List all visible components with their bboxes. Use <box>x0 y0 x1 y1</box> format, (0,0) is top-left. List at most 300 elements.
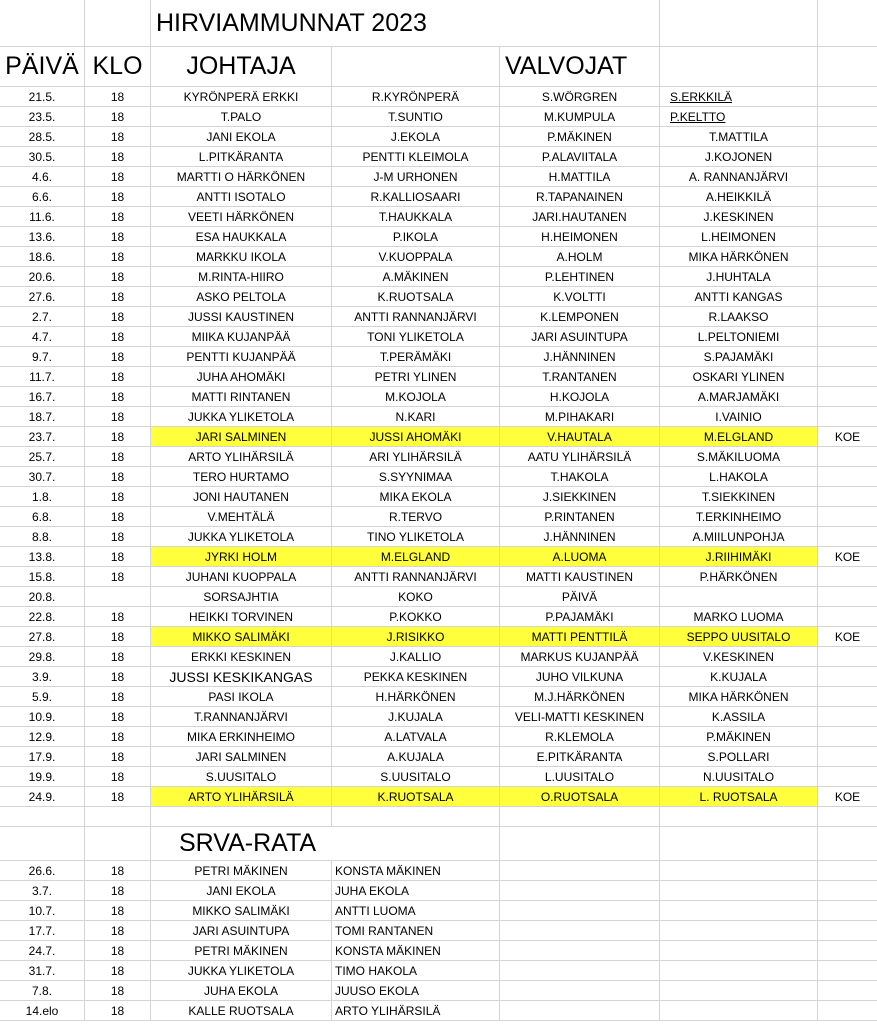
cell-valvoja-2[interactable]: MATTI KAUSTINEN <box>500 567 660 587</box>
cell-koe[interactable] <box>818 347 877 367</box>
cell-koe[interactable] <box>818 147 877 167</box>
cell-paiva[interactable]: 3.9. <box>0 667 85 687</box>
cell[interactable] <box>500 961 660 981</box>
cell-valvoja-2[interactable]: R.KLEMOLA <box>500 727 660 747</box>
cell-klo[interactable]: 18 <box>85 107 151 127</box>
cell-klo[interactable]: 18 <box>85 981 151 1001</box>
cell[interactable] <box>660 921 818 941</box>
cell-johtaja[interactable]: JYRKI HOLM <box>151 547 332 567</box>
cell-johtaja[interactable]: PETRI MÄKINEN <box>151 941 332 961</box>
cell-koe[interactable] <box>818 767 877 787</box>
cell-valvoja-1[interactable]: PENTTI KLEIMOLA <box>332 147 500 167</box>
cell-valvoja-2[interactable]: P.PAJAMÄKI <box>500 607 660 627</box>
cell-koe[interactable] <box>818 567 877 587</box>
cell-paiva[interactable]: 13.6. <box>0 227 85 247</box>
cell-paiva[interactable]: 27.8. <box>0 627 85 647</box>
cell[interactable] <box>818 1001 877 1021</box>
cell-valvoja-1[interactable]: ARI YLIHÄRSILÄ <box>332 447 500 467</box>
cell-klo[interactable]: 18 <box>85 941 151 961</box>
cell-johtaja[interactable]: JUHA AHOMÄKI <box>151 367 332 387</box>
cell[interactable] <box>85 827 151 861</box>
cell-valvoja-1[interactable]: JUUSO EKOLA <box>332 981 500 1001</box>
cell-valvoja-1[interactable]: JUSSI AHOMÄKI <box>332 427 500 447</box>
cell-koe[interactable] <box>818 207 877 227</box>
cell-valvoja-2[interactable]: S.WÖRGREN <box>500 87 660 107</box>
cell-klo[interactable]: 18 <box>85 207 151 227</box>
cell-valvoja-2[interactable]: R.TAPANAINEN <box>500 187 660 207</box>
cell-koe[interactable] <box>818 267 877 287</box>
cell-valvoja-3[interactable]: P.KELTTO <box>660 107 818 127</box>
cell-koe[interactable] <box>818 667 877 687</box>
cell-valvoja-1[interactable]: A.KUJALA <box>332 747 500 767</box>
cell-koe[interactable] <box>818 707 877 727</box>
cell-koe[interactable] <box>818 407 877 427</box>
cell-paiva[interactable]: 23.5. <box>0 107 85 127</box>
cell-valvoja-3[interactable]: MARKO LUOMA <box>660 607 818 627</box>
cell-valvoja-3[interactable]: MIKA HÄRKÖNEN <box>660 687 818 707</box>
cell-valvoja-2[interactable]: P.LEHTINEN <box>500 267 660 287</box>
cell-paiva[interactable]: 24.9. <box>0 787 85 807</box>
cell-johtaja[interactable]: JUSSI KAUSTINEN <box>151 307 332 327</box>
cell-valvoja-3[interactable]: T.ERKINHEIMO <box>660 507 818 527</box>
cell-valvoja-2[interactable]: J.HÄNNINEN <box>500 347 660 367</box>
cell-paiva[interactable]: 9.7. <box>0 347 85 367</box>
cell-paiva[interactable]: 15.8. <box>0 567 85 587</box>
cell-paiva[interactable]: 30.7. <box>0 467 85 487</box>
cell-klo[interactable]: 18 <box>85 787 151 807</box>
cell-valvoja-2[interactable]: J.HÄNNINEN <box>500 527 660 547</box>
cell-valvoja-2[interactable]: JARI.HAUTANEN <box>500 207 660 227</box>
cell-valvoja-1[interactable]: KONSTA MÄKINEN <box>332 941 500 961</box>
cell-valvoja-3[interactable]: SEPPO UUSITALO <box>660 627 818 647</box>
cell-johtaja[interactable]: MIKKO SALIMÄKI <box>151 901 332 921</box>
cell-valvoja-2[interactable]: P.RINTANEN <box>500 507 660 527</box>
cell-johtaja[interactable]: ERKKI KESKINEN <box>151 647 332 667</box>
cell[interactable] <box>500 807 660 827</box>
cell-koe[interactable] <box>818 487 877 507</box>
cell-johtaja[interactable]: PETRI MÄKINEN <box>151 861 332 881</box>
cell-valvoja-2[interactable]: E.PITKÄRANTA <box>500 747 660 767</box>
cell-valvoja-3[interactable]: M.ELGLAND <box>660 427 818 447</box>
cell[interactable] <box>660 941 818 961</box>
cell-paiva[interactable]: 18.7. <box>0 407 85 427</box>
cell-valvoja-3[interactable]: J.RIIHIMÄKI <box>660 547 818 567</box>
cell[interactable] <box>500 0 660 47</box>
cell-valvoja-2[interactable]: A.LUOMA <box>500 547 660 567</box>
cell-paiva[interactable]: 22.8. <box>0 607 85 627</box>
cell-valvoja-1[interactable]: PETRI YLINEN <box>332 367 500 387</box>
cell-koe[interactable] <box>818 247 877 267</box>
cell-valvoja-3[interactable]: L.PELTONIEMI <box>660 327 818 347</box>
cell-valvoja-1[interactable]: V.KUOPPALA <box>332 247 500 267</box>
cell-klo[interactable]: 18 <box>85 607 151 627</box>
cell-klo[interactable]: 18 <box>85 367 151 387</box>
cell[interactable] <box>332 827 500 861</box>
cell-valvoja-1[interactable]: T.PERÄMÄKI <box>332 347 500 367</box>
cell[interactable] <box>818 981 877 1001</box>
cell-paiva[interactable]: 18.6. <box>0 247 85 267</box>
cell[interactable] <box>660 981 818 1001</box>
cell-johtaja[interactable]: L.PITKÄRANTA <box>151 147 332 167</box>
cell-valvoja-1[interactable]: P.IKOLA <box>332 227 500 247</box>
cell-klo[interactable]: 18 <box>85 727 151 747</box>
cell-koe[interactable] <box>818 607 877 627</box>
cell-paiva[interactable]: 3.7. <box>0 881 85 901</box>
cell-johtaja[interactable]: PASI IKOLA <box>151 687 332 707</box>
cell-paiva[interactable]: 10.9. <box>0 707 85 727</box>
cell[interactable] <box>818 881 877 901</box>
cell-klo[interactable]: 18 <box>85 647 151 667</box>
cell-johtaja[interactable]: ASKO PELTOLA <box>151 287 332 307</box>
cell-johtaja[interactable]: JONI HAUTANEN <box>151 487 332 507</box>
cell-valvoja-3[interactable]: OSKARI YLINEN <box>660 367 818 387</box>
cell-valvoja-3[interactable]: J.HUHTALA <box>660 267 818 287</box>
cell[interactable] <box>660 827 818 861</box>
cell-klo[interactable]: 18 <box>85 407 151 427</box>
cell-valvoja-3[interactable]: L.HEIMONEN <box>660 227 818 247</box>
cell[interactable] <box>818 47 877 87</box>
cell-paiva[interactable]: 28.5. <box>0 127 85 147</box>
cell-johtaja[interactable]: M.RINTA-HIIRO <box>151 267 332 287</box>
cell-valvoja-1[interactable]: KOKO <box>332 587 500 607</box>
cell[interactable] <box>332 807 500 827</box>
cell-valvoja-2[interactable]: JUHO VILKUNA <box>500 667 660 687</box>
cell-johtaja[interactable]: PENTTI KUJANPÄÄ <box>151 347 332 367</box>
cell-paiva[interactable]: 14.elo <box>0 1001 85 1021</box>
cell-johtaja[interactable]: JUHANI KUOPPALA <box>151 567 332 587</box>
cell-valvoja-1[interactable]: ARTO YLIHÄRSILÄ <box>332 1001 500 1021</box>
cell-paiva[interactable]: 19.9. <box>0 767 85 787</box>
cell[interactable] <box>500 881 660 901</box>
cell-valvoja-1[interactable]: KONSTA MÄKINEN <box>332 861 500 881</box>
cell[interactable] <box>0 807 85 827</box>
cell[interactable] <box>660 1001 818 1021</box>
cell-klo[interactable]: 18 <box>85 901 151 921</box>
cell-valvoja-1[interactable]: R.KALLIOSAARI <box>332 187 500 207</box>
cell-johtaja[interactable]: JARI SALMINEN <box>151 747 332 767</box>
cell[interactable] <box>818 807 877 827</box>
cell-johtaja[interactable]: MARTTI O HÄRKÖNEN <box>151 167 332 187</box>
cell-paiva[interactable]: 27.6. <box>0 287 85 307</box>
cell-valvoja-1[interactable]: T.SUNTIO <box>332 107 500 127</box>
cell-koe[interactable] <box>818 307 877 327</box>
cell-johtaja[interactable]: MIKKO SALIMÄKI <box>151 627 332 647</box>
cell-johtaja[interactable]: TERO HURTAMO <box>151 467 332 487</box>
srva-title[interactable]: SRVA-RATA <box>151 827 332 861</box>
cell[interactable] <box>500 1001 660 1021</box>
cell-paiva[interactable]: 2.7. <box>0 307 85 327</box>
cell-valvoja-2[interactable]: MARKUS KUJANPÄÄ <box>500 647 660 667</box>
cell-paiva[interactable]: 4.7. <box>0 327 85 347</box>
cell-paiva[interactable]: 10.7. <box>0 901 85 921</box>
cell-paiva[interactable]: 25.7. <box>0 447 85 467</box>
cell[interactable] <box>660 861 818 881</box>
cell-koe[interactable] <box>818 187 877 207</box>
cell-valvoja-2[interactable]: M.J.HÄRKÖNEN <box>500 687 660 707</box>
cell[interactable] <box>818 901 877 921</box>
cell-valvoja-1[interactable]: K.RUOTSALA <box>332 287 500 307</box>
cell-johtaja[interactable]: JUKKA YLIKETOLA <box>151 407 332 427</box>
cell-valvoja-3[interactable]: N.UUSITALO <box>660 767 818 787</box>
cell-paiva[interactable]: 7.8. <box>0 981 85 1001</box>
cell-johtaja[interactable]: S.UUSITALO <box>151 767 332 787</box>
header-klo[interactable]: KLO <box>85 47 151 87</box>
header-paiva[interactable]: PÄIVÄ <box>0 47 85 87</box>
cell-klo[interactable]: 18 <box>85 127 151 147</box>
cell-klo[interactable]: 18 <box>85 921 151 941</box>
cell-valvoja-1[interactable]: MIKA EKOLA <box>332 487 500 507</box>
cell[interactable] <box>500 941 660 961</box>
cell-johtaja[interactable]: VEETI HÄRKÖNEN <box>151 207 332 227</box>
cell-koe[interactable] <box>818 727 877 747</box>
cell-valvoja-3[interactable]: A.MARJAMÄKI <box>660 387 818 407</box>
cell-johtaja[interactable]: ANTTI ISOTALO <box>151 187 332 207</box>
header-johtaja[interactable]: JOHTAJA <box>151 47 332 87</box>
cell-klo[interactable]: 18 <box>85 507 151 527</box>
cell-paiva[interactable]: 6.8. <box>0 507 85 527</box>
cell-klo[interactable]: 18 <box>85 961 151 981</box>
cell-valvoja-3[interactable]: K.ASSILA <box>660 707 818 727</box>
cell-johtaja[interactable]: JUKKA YLIKETOLA <box>151 527 332 547</box>
cell-klo[interactable]: 18 <box>85 387 151 407</box>
cell-koe[interactable] <box>818 647 877 667</box>
cell-klo[interactable]: 18 <box>85 747 151 767</box>
cell-paiva[interactable]: 17.9. <box>0 747 85 767</box>
cell-johtaja[interactable]: ARTO YLIHÄRSILÄ <box>151 787 332 807</box>
cell-koe[interactable] <box>818 527 877 547</box>
cell-valvoja-3[interactable]: MIKA HÄRKÖNEN <box>660 247 818 267</box>
cell-valvoja-3[interactable]: P.HÄRKÖNEN <box>660 567 818 587</box>
cell-paiva[interactable]: 23.7. <box>0 427 85 447</box>
cell-koe[interactable] <box>818 507 877 527</box>
cell-johtaja[interactable]: JUSSI KESKIKANGAS <box>151 667 332 687</box>
cell-valvoja-1[interactable]: R.KYRÖNPERÄ <box>332 87 500 107</box>
cell-johtaja[interactable]: ESA HAUKKALA <box>151 227 332 247</box>
cell-paiva[interactable]: 30.5. <box>0 147 85 167</box>
cell-klo[interactable]: 18 <box>85 881 151 901</box>
cell-valvoja-1[interactable]: TINO YLIKETOLA <box>332 527 500 547</box>
cell-klo[interactable]: 18 <box>85 147 151 167</box>
cell-koe[interactable] <box>818 287 877 307</box>
cell-valvoja-3[interactable]: J.KOJONEN <box>660 147 818 167</box>
cell-valvoja-3[interactable]: L.HAKOLA <box>660 467 818 487</box>
sheet-title[interactable]: HIRVIAMMUNNAT 2023 <box>151 0 500 47</box>
cell-klo[interactable]: 18 <box>85 567 151 587</box>
cell-paiva[interactable]: 29.8. <box>0 647 85 667</box>
cell-valvoja-3[interactable]: S.MÄKILUOMA <box>660 447 818 467</box>
cell-klo[interactable]: 18 <box>85 861 151 881</box>
cell[interactable] <box>660 881 818 901</box>
cell-klo[interactable]: 18 <box>85 347 151 367</box>
cell-koe[interactable]: KOE <box>818 627 877 647</box>
cell-johtaja[interactable]: JUHA EKOLA <box>151 981 332 1001</box>
cell-koe[interactable] <box>818 367 877 387</box>
cell[interactable] <box>500 827 660 861</box>
cell-valvoja-2[interactable]: L.UUSITALO <box>500 767 660 787</box>
cell-paiva[interactable]: 21.5. <box>0 87 85 107</box>
cell[interactable] <box>660 961 818 981</box>
cell-paiva[interactable]: 20.8. <box>0 587 85 607</box>
cell-klo[interactable]: 18 <box>85 687 151 707</box>
cell-koe[interactable] <box>818 167 877 187</box>
cell-koe[interactable] <box>818 387 877 407</box>
cell-valvoja-2[interactable]: JARI ASUINTUPA <box>500 327 660 347</box>
cell-paiva[interactable]: 20.6. <box>0 267 85 287</box>
cell-koe[interactable] <box>818 127 877 147</box>
cell-klo[interactable]: 18 <box>85 267 151 287</box>
cell-johtaja[interactable]: KALLE RUOTSALA <box>151 1001 332 1021</box>
cell-johtaja[interactable]: JARI ASUINTUPA <box>151 921 332 941</box>
cell-koe[interactable] <box>818 467 877 487</box>
cell-paiva[interactable]: 26.6. <box>0 861 85 881</box>
cell-valvoja-2[interactable]: K.LEMPONEN <box>500 307 660 327</box>
cell-valvoja-3[interactable]: A.MIILUNPOHJA <box>660 527 818 547</box>
cell-koe[interactable] <box>818 747 877 767</box>
cell-paiva[interactable]: 24.7. <box>0 941 85 961</box>
cell-valvoja-3[interactable] <box>660 587 818 607</box>
cell-valvoja-1[interactable]: ANTTI RANNANJÄRVI <box>332 307 500 327</box>
cell-klo[interactable]: 18 <box>85 227 151 247</box>
cell-paiva[interactable]: 11.6. <box>0 207 85 227</box>
cell-johtaja[interactable]: MIKA ERKINHEIMO <box>151 727 332 747</box>
cell-klo[interactable]: 18 <box>85 467 151 487</box>
cell-johtaja[interactable]: T.PALO <box>151 107 332 127</box>
cell-valvoja-1[interactable]: J.KALLIO <box>332 647 500 667</box>
cell-koe[interactable] <box>818 227 877 247</box>
cell-valvoja-2[interactable]: H.KOJOLA <box>500 387 660 407</box>
cell-valvoja-3[interactable]: A.HEIKKILÄ <box>660 187 818 207</box>
cell[interactable] <box>660 0 818 47</box>
cell[interactable] <box>818 941 877 961</box>
cell-koe[interactable] <box>818 447 877 467</box>
cell-klo[interactable]: 18 <box>85 447 151 467</box>
cell[interactable] <box>500 921 660 941</box>
cell-klo[interactable]: 18 <box>85 307 151 327</box>
cell-valvoja-2[interactable]: T.HAKOLA <box>500 467 660 487</box>
cell-klo[interactable] <box>85 587 151 607</box>
cell[interactable] <box>500 981 660 1001</box>
cell-johtaja[interactable]: ARTO YLIHÄRSILÄ <box>151 447 332 467</box>
cell-valvoja-1[interactable]: T.HAUKKALA <box>332 207 500 227</box>
cell-koe[interactable] <box>818 327 877 347</box>
cell-johtaja[interactable]: JUKKA YLIKETOLA <box>151 961 332 981</box>
cell-koe[interactable] <box>818 107 877 127</box>
cell-valvoja-2[interactable]: H.MATTILA <box>500 167 660 187</box>
cell-paiva[interactable]: 1.8. <box>0 487 85 507</box>
cell-valvoja-2[interactable]: V.HAUTALA <box>500 427 660 447</box>
cell[interactable] <box>85 0 151 47</box>
cell-valvoja-1[interactable]: N.KARI <box>332 407 500 427</box>
cell-paiva[interactable]: 16.7. <box>0 387 85 407</box>
cell-valvoja-3[interactable]: A. RANNANJÄRVI <box>660 167 818 187</box>
cell-valvoja-1[interactable]: A.LATVALA <box>332 727 500 747</box>
cell-valvoja-1[interactable]: ANTTI RANNANJÄRVI <box>332 567 500 587</box>
cell-koe[interactable] <box>818 687 877 707</box>
cell-koe[interactable]: KOE <box>818 427 877 447</box>
cell-valvoja-3[interactable]: J.KESKINEN <box>660 207 818 227</box>
cell-valvoja-1[interactable]: TONI YLIKETOLA <box>332 327 500 347</box>
cell-valvoja-2[interactable]: T.RANTANEN <box>500 367 660 387</box>
cell-valvoja-2[interactable]: H.HEIMONEN <box>500 227 660 247</box>
cell-koe[interactable] <box>818 87 877 107</box>
cell-valvoja-1[interactable]: M.ELGLAND <box>332 547 500 567</box>
cell-koe[interactable]: KOE <box>818 547 877 567</box>
cell-klo[interactable]: 18 <box>85 627 151 647</box>
cell-valvoja-1[interactable]: J.KUJALA <box>332 707 500 727</box>
cell-valvoja-1[interactable]: M.KOJOLA <box>332 387 500 407</box>
cell-johtaja[interactable]: JARI SALMINEN <box>151 427 332 447</box>
cell-johtaja[interactable]: JANI EKOLA <box>151 127 332 147</box>
cell-klo[interactable]: 18 <box>85 487 151 507</box>
cell[interactable] <box>818 961 877 981</box>
cell-klo[interactable]: 18 <box>85 187 151 207</box>
cell-klo[interactable]: 18 <box>85 1001 151 1021</box>
cell-paiva[interactable]: 5.9. <box>0 687 85 707</box>
cell[interactable] <box>818 921 877 941</box>
cell-valvoja-1[interactable]: A.MÄKINEN <box>332 267 500 287</box>
cell-valvoja-1[interactable]: P.KOKKO <box>332 607 500 627</box>
cell-valvoja-2[interactable]: P.ALAVIITALA <box>500 147 660 167</box>
cell-valvoja-1[interactable]: PEKKA KESKINEN <box>332 667 500 687</box>
cell[interactable] <box>660 807 818 827</box>
cell-johtaja[interactable]: SORSAJHTIA <box>151 587 332 607</box>
cell-klo[interactable]: 18 <box>85 707 151 727</box>
cell-valvoja-2[interactable]: M.KUMPULA <box>500 107 660 127</box>
cell-valvoja-3[interactable]: T.SIEKKINEN <box>660 487 818 507</box>
cell-johtaja[interactable]: JANI EKOLA <box>151 881 332 901</box>
cell-valvoja-1[interactable]: S.UUSITALO <box>332 767 500 787</box>
cell-valvoja-2[interactable]: J.SIEKKINEN <box>500 487 660 507</box>
cell-koe[interactable] <box>818 587 877 607</box>
cell-valvoja-1[interactable]: TIMO HAKOLA <box>332 961 500 981</box>
cell-valvoja-3[interactable]: V.KESKINEN <box>660 647 818 667</box>
cell-valvoja-1[interactable]: J.RISIKKO <box>332 627 500 647</box>
cell-klo[interactable]: 18 <box>85 427 151 447</box>
cell[interactable] <box>0 0 85 47</box>
cell-valvoja-2[interactable]: O.RUOTSALA <box>500 787 660 807</box>
cell-valvoja-1[interactable]: TOMI RANTANEN <box>332 921 500 941</box>
cell[interactable] <box>151 807 332 827</box>
cell-valvoja-3[interactable]: L. RUOTSALA <box>660 787 818 807</box>
cell-johtaja[interactable]: MATTI RINTANEN <box>151 387 332 407</box>
cell-valvoja-2[interactable]: VELI-MATTI KESKINEN <box>500 707 660 727</box>
cell[interactable] <box>500 901 660 921</box>
cell-johtaja[interactable]: HEIKKI TORVINEN <box>151 607 332 627</box>
cell-johtaja[interactable]: V.MEHTÄLÄ <box>151 507 332 527</box>
cell-valvoja-3[interactable]: K.KUJALA <box>660 667 818 687</box>
cell-klo[interactable]: 18 <box>85 667 151 687</box>
cell-valvoja-1[interactable]: R.TERVO <box>332 507 500 527</box>
cell-valvoja-2[interactable]: PÄIVÄ <box>500 587 660 607</box>
cell-valvoja-3[interactable]: R.LAAKSO <box>660 307 818 327</box>
cell[interactable] <box>660 901 818 921</box>
cell-valvoja-2[interactable]: P.MÄKINEN <box>500 127 660 147</box>
cell-paiva[interactable]: 4.6. <box>0 167 85 187</box>
cell-valvoja-2[interactable]: AATU YLIHÄRSILÄ <box>500 447 660 467</box>
cell-valvoja-3[interactable]: S.POLLARI <box>660 747 818 767</box>
cell-paiva[interactable]: 11.7. <box>0 367 85 387</box>
cell-valvoja-3[interactable]: T.MATTILA <box>660 127 818 147</box>
header-valvojat[interactable]: VALVOJAT <box>500 47 660 87</box>
cell-valvoja-1[interactable]: JUHA EKOLA <box>332 881 500 901</box>
cell-johtaja[interactable]: MARKKU IKOLA <box>151 247 332 267</box>
cell[interactable] <box>660 47 818 87</box>
cell-klo[interactable]: 18 <box>85 767 151 787</box>
cell-valvoja-1[interactable]: J-M URHONEN <box>332 167 500 187</box>
cell-valvoja-2[interactable]: K.VOLTTI <box>500 287 660 307</box>
cell-paiva[interactable]: 13.8. <box>0 547 85 567</box>
cell-klo[interactable]: 18 <box>85 547 151 567</box>
